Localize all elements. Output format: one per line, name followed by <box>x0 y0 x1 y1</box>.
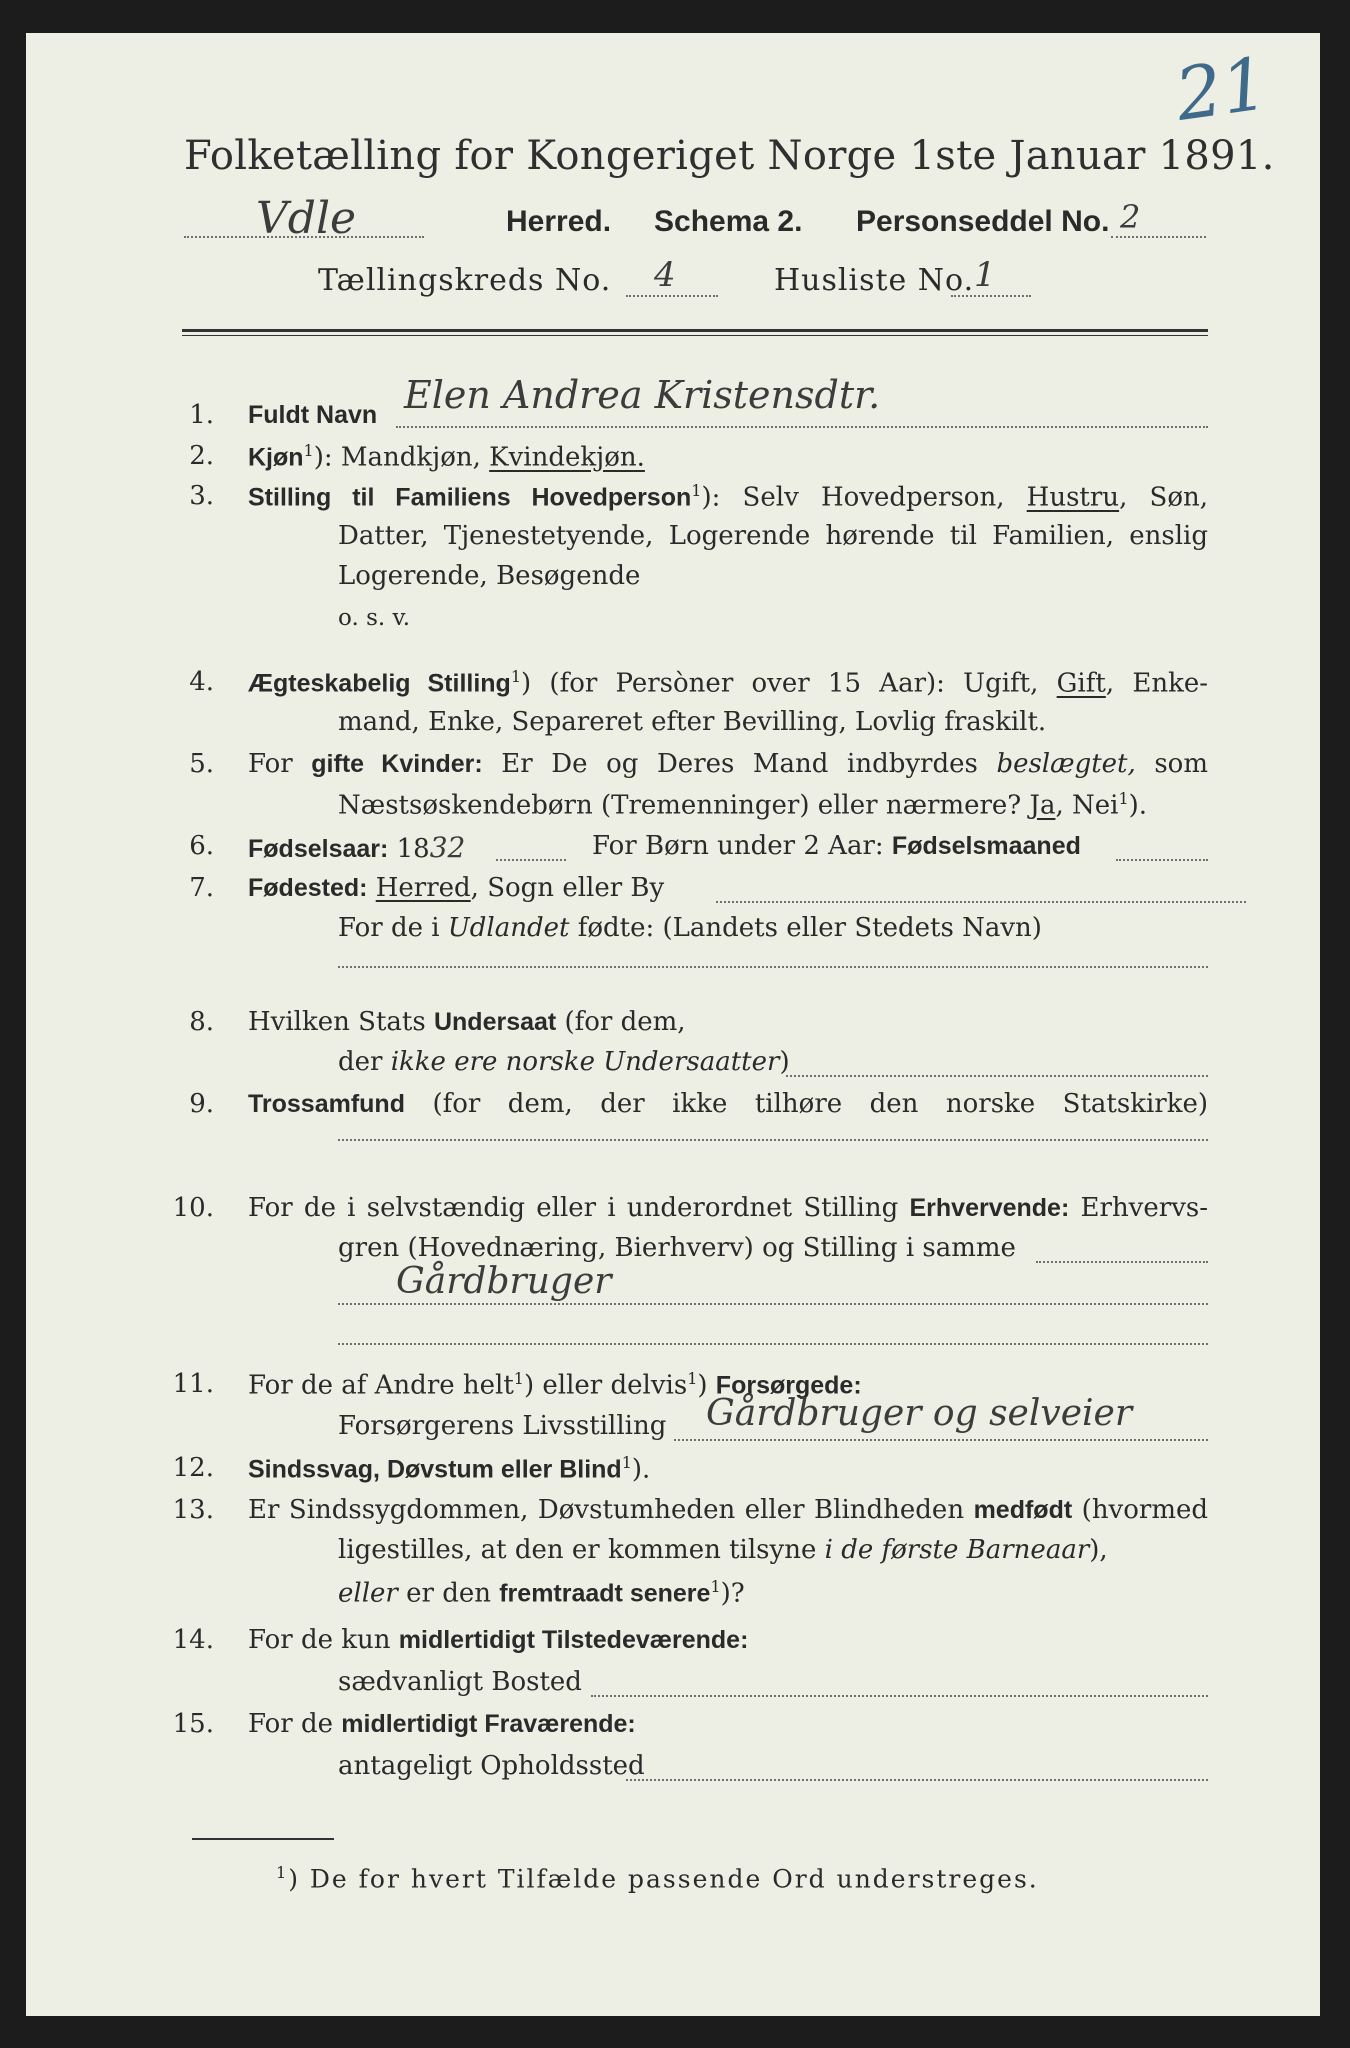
footnote-marker: 1 <box>276 1863 289 1882</box>
footnote-rule <box>192 1838 334 1840</box>
q13-line2-c: ), <box>1089 1535 1108 1565</box>
q7-option-herred-selected: Herred <box>375 873 471 903</box>
personseddel-value: 2 <box>1120 198 1141 236</box>
item-number: 15. <box>172 1709 214 1739</box>
q11-line2: Forsørgerens Livsstilling <box>338 1411 667 1441</box>
q3-line1 <box>248 481 1208 513</box>
q7-label: Fødested: <box>248 874 368 902</box>
q5-beslaegtet: beslægtet, <box>996 749 1136 779</box>
q3-line2: Datter, Tjenestetyende, Logerende hørende til Familien, enslig <box>338 521 1208 551</box>
q4-line2: mand, Enke, Separeret efter Bevilling, Lovlig fraskilt. <box>338 707 1047 737</box>
q2-option-female-selected: Kvindekjøn. <box>489 442 645 473</box>
husliste-label: Husliste No. <box>774 263 975 298</box>
q6-children-text: For Børn under 2 Aar: <box>592 831 884 861</box>
schema-label: Schema 2. <box>654 205 803 238</box>
q11-c: ) <box>697 1370 708 1401</box>
q8-line2-a: der <box>338 1047 383 1077</box>
q8-line2-b: ikke ere norske Undersaatter <box>390 1047 780 1077</box>
item-number: 5. <box>189 749 214 779</box>
q11-provider-value: Gårdbruger og selveier <box>706 1393 1133 1434</box>
item-number: 12. <box>172 1453 214 1483</box>
item-number: 13. <box>172 1495 214 1525</box>
q13-b: (hvormed <box>1081 1495 1209 1525</box>
q5-label: gifte Kvinder: <box>311 750 483 778</box>
q5-line1 <box>248 749 1208 779</box>
item-number: 11. <box>172 1369 214 1399</box>
q10-occupation-value: Gårdbruger <box>396 1261 612 1302</box>
q11-b: ) eller delvis <box>523 1370 688 1401</box>
q10-line <box>1036 1261 1208 1263</box>
q1-line <box>396 426 1208 428</box>
q5-option-nei: , Nei <box>1055 790 1119 821</box>
kreds-line <box>626 295 718 297</box>
q15-label: midlertidigt Fraværende: <box>341 1710 636 1738</box>
q13-label: medfødt <box>973 1496 1073 1524</box>
q4-options-a: ) (for Persòner over 15 Aar): Ugift, <box>521 668 1039 699</box>
item-number: 9. <box>189 1089 214 1119</box>
q7-line2-a: For de i <box>338 913 440 943</box>
q8-line1 <box>248 1007 686 1037</box>
q13-line2-b: i de første Barneaar <box>824 1535 1090 1565</box>
footnote-marker: 1 <box>710 1577 721 1596</box>
q3-options-c: , Søn, <box>1119 482 1208 513</box>
q9-label: Trossamfund <box>248 1090 405 1118</box>
q5-question: Næstsøskendebørn (Tremenninger) eller nærmere? <box>338 790 1022 821</box>
q6-second <box>592 831 1081 861</box>
footnote-text: ) De for hvert Tilfælde passende Ord understreges. <box>288 1864 1039 1894</box>
q6-month-line <box>1116 859 1208 861</box>
q13-line3-c: fremtraadt senere <box>499 1579 711 1608</box>
q7-line2 <box>338 913 1042 943</box>
footnote-marker: 1 <box>691 481 702 500</box>
q3-options-a: ): Selv Hovedperson, <box>701 482 1005 513</box>
husliste-value: 1 <box>974 255 996 295</box>
q10-answer-line2 <box>338 1343 1208 1345</box>
item-number: 6. <box>189 831 214 861</box>
q2-option-male: ): Mandkjøn, <box>313 442 481 473</box>
q3-line4: o. s. v. <box>338 605 411 631</box>
q5-prefix: For <box>248 749 293 779</box>
q3-line3: Logerende, Besøgende <box>338 561 641 591</box>
q12-line <box>248 1453 650 1485</box>
archive-number: 21 <box>1170 41 1274 137</box>
q14-line2: sædvanligt Bosted <box>338 1667 582 1697</box>
q7-udlandet: Udlandet <box>447 913 570 943</box>
q6-line <box>248 831 465 864</box>
q1-label: Fuldt Navn <box>248 401 378 429</box>
footnote <box>276 1863 1039 1893</box>
q7-line1 <box>248 873 664 903</box>
q10-label: Erhvervende: <box>909 1194 1070 1222</box>
q7-options: , Sogn eller By <box>470 873 665 903</box>
header-rule <box>182 329 1208 332</box>
footnote-marker: 1 <box>513 1369 524 1388</box>
q14-line1 <box>248 1625 748 1655</box>
q13-line3 <box>338 1577 745 1609</box>
footnote-marker: 1 <box>303 441 314 460</box>
q10-line1 <box>248 1193 1208 1223</box>
item-number: 8. <box>189 1007 214 1037</box>
q9-answer-line <box>338 1139 1208 1141</box>
footnote-marker: 1 <box>510 667 522 686</box>
husliste-line <box>951 295 1031 297</box>
q6-year-prefix: 18 <box>396 834 430 864</box>
item-number: 14. <box>172 1625 214 1655</box>
q12-label: Sindssvag, Døvstum eller Blind <box>248 1455 622 1484</box>
item-number: 3. <box>189 481 214 511</box>
q6-year-line <box>496 859 566 861</box>
q11-label: Forsørgede: <box>715 1371 862 1400</box>
q6-year-value: 32 <box>429 831 466 864</box>
q7-answer-line <box>338 966 1208 968</box>
q4-label: Ægteskabelig Stilling <box>248 669 511 698</box>
q1-name-value: Elen Andrea Kristensdtr. <box>404 373 881 417</box>
q15-line1 <box>248 1709 636 1739</box>
q12-close: ). <box>631 1454 651 1485</box>
q8-suffix: (for dem, <box>564 1007 686 1037</box>
q9-text: (for dem, der ikke tilhøre den norske Statskirke) <box>432 1089 1208 1119</box>
q14-line <box>591 1695 1208 1697</box>
header-rule-thin <box>182 335 1208 336</box>
q4-line1 <box>248 667 1208 699</box>
q6-birthmonth-label: Fødselsmaaned <box>891 832 1081 860</box>
footnote-marker: 1 <box>687 1369 698 1388</box>
footnote-marker: 1 <box>621 1453 632 1472</box>
herred-value: Vdle <box>256 193 357 244</box>
q5-text: Er De og Deres Mand indbyrdes <box>501 749 978 779</box>
q8-line <box>786 1075 1208 1077</box>
q10-line2: gren (Hovednæring, Bierhverv) og Stilling i samme <box>338 1233 1016 1263</box>
q4-option-gift-selected: Gift <box>1056 668 1106 699</box>
q15-line2: antageligt Opholdssted <box>338 1751 645 1781</box>
q10-prefix: For de i selvstændig eller i underordnet Stilling <box>248 1193 899 1223</box>
q7-line2-c: fødte: (Landets eller Stedets Navn) <box>577 913 1042 943</box>
q3-option-hustru-selected: Hustru <box>1026 482 1120 513</box>
q2-text <box>248 441 645 473</box>
q14-label: midlertidigt Tilstedeværende: <box>398 1626 749 1654</box>
q8-line2-c: ) <box>779 1047 790 1077</box>
kreds-value: 4 <box>654 255 676 295</box>
item-number: 4. <box>189 667 214 697</box>
q5-som: som <box>1154 749 1208 779</box>
personseddel-label: Personseddel No. <box>856 205 1110 238</box>
personseddel-line <box>1111 236 1206 238</box>
herred-label: Herred. <box>506 205 612 238</box>
q13-a: Er Sindssygdommen, Døvstumheden eller Blindheden <box>248 1495 965 1525</box>
census-form-sheet <box>26 33 1320 2016</box>
q11-a: For de af Andre helt <box>248 1370 514 1401</box>
item-number: 7. <box>189 873 214 903</box>
q14-a: For de kun <box>248 1625 391 1655</box>
q13-line3-d: )? <box>720 1578 745 1609</box>
q13-line3-b: er den <box>406 1578 491 1609</box>
q5-option-ja-selected: Ja <box>1029 790 1056 821</box>
q5-line2 <box>338 789 1147 821</box>
q13-line2-a: ligestilles, at den er kommen tilsyne <box>338 1535 817 1565</box>
q11-line <box>674 1439 1208 1441</box>
q4-options-c: , Enke- <box>1105 668 1208 699</box>
q6-label: Fødselsaar: <box>248 835 389 863</box>
q8-prefix: Hvilken Stats <box>248 1007 426 1037</box>
kreds-label: Tællingskreds No. <box>318 263 612 298</box>
q10-suffix: Erhvervs- <box>1080 1193 1209 1223</box>
q15-a: For de <box>248 1709 333 1739</box>
form-title: Folketælling for Kongeriget Norge 1ste Januar 1891. <box>184 133 1275 179</box>
item-number: 2. <box>189 441 214 471</box>
q9-line1 <box>248 1089 1208 1119</box>
item-number: 1. <box>189 400 214 430</box>
q10-answer-line <box>338 1303 1208 1305</box>
q13-line3-a: eller <box>338 1578 398 1609</box>
q8-label: Undersaat <box>433 1008 557 1036</box>
footnote-marker: 1 <box>1118 789 1129 808</box>
q5-close: ). <box>1128 790 1148 821</box>
q15-line <box>626 1779 1208 1781</box>
item-number: 10. <box>172 1193 214 1223</box>
q2-label: Kjøn <box>248 443 304 472</box>
q7-line <box>716 901 1246 903</box>
q8-line2 <box>338 1047 790 1077</box>
q13-line1 <box>248 1495 1208 1525</box>
q13-line2 <box>338 1535 1108 1565</box>
q3-label: Stilling til Familiens Hovedperson <box>248 483 692 512</box>
